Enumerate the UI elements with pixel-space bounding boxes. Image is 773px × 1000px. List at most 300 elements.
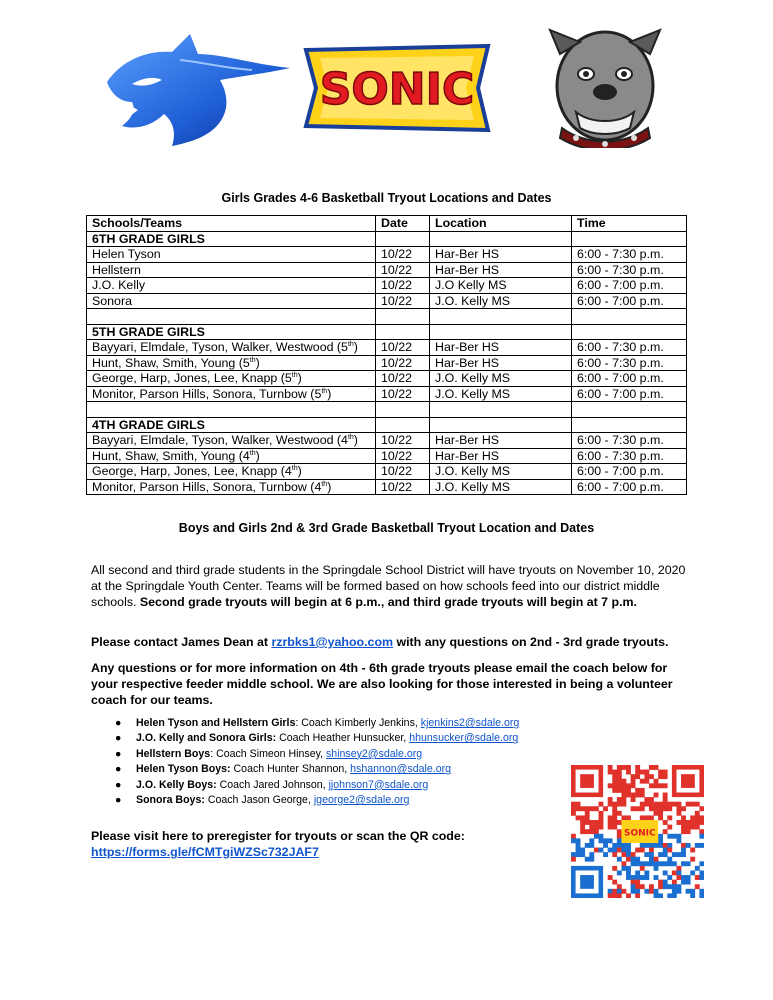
qr-module xyxy=(663,793,668,798)
qr-module xyxy=(626,843,631,848)
qr-module xyxy=(686,843,691,848)
qr-module xyxy=(576,852,581,857)
qr-module xyxy=(621,889,626,894)
qr-module xyxy=(654,875,659,880)
qr-module xyxy=(654,802,659,807)
list-item xyxy=(110,762,570,777)
qr-module xyxy=(681,861,686,866)
qr-module xyxy=(663,880,668,885)
qr-module xyxy=(649,843,654,848)
qr-module xyxy=(599,802,604,807)
qr-module xyxy=(635,806,640,811)
list-item xyxy=(110,716,570,731)
qr-module xyxy=(612,848,617,853)
ordinal-suffix: th xyxy=(249,449,256,457)
team-name: Hunt, Shaw, Smith, Young (5 xyxy=(92,355,250,370)
qr-module xyxy=(649,806,654,811)
qr-module xyxy=(631,889,636,894)
time-cell: 6:00 - 7:30 p.m. xyxy=(572,247,687,263)
qr-module xyxy=(589,820,594,825)
qr-module xyxy=(612,852,617,857)
qr-module xyxy=(589,857,594,862)
qr-module xyxy=(695,802,700,807)
qr-module xyxy=(681,852,686,857)
qr-module xyxy=(635,793,640,798)
qr-module xyxy=(580,815,585,820)
qr-module xyxy=(690,802,695,807)
qr-module xyxy=(631,875,636,880)
closing-paren: ) xyxy=(353,433,358,447)
qr-module xyxy=(585,857,590,862)
qr-module xyxy=(663,852,668,857)
qr-module xyxy=(640,843,645,848)
qr-module xyxy=(681,829,686,834)
qr-module xyxy=(686,889,691,894)
qr-module xyxy=(654,793,659,798)
qr-module xyxy=(617,788,622,793)
bullet-icon: ● xyxy=(115,763,122,776)
qr-module xyxy=(658,884,663,889)
qr-module xyxy=(576,806,581,811)
qr-module xyxy=(681,875,686,880)
qr-module xyxy=(612,866,617,871)
qr-finder-core xyxy=(580,875,594,889)
qr-module xyxy=(649,815,654,820)
coach-name: Coach Jared Johnson, xyxy=(219,778,329,791)
qr-module xyxy=(626,770,631,775)
empty-cell xyxy=(430,324,572,340)
col-header-time: Time xyxy=(572,216,687,232)
qr-module xyxy=(686,880,691,885)
ordinal-suffix: th xyxy=(291,464,298,472)
qr-module xyxy=(654,889,659,894)
date-cell: 10/22 xyxy=(376,371,430,387)
qr-module xyxy=(621,788,626,793)
qr-module xyxy=(608,825,613,830)
qr-module xyxy=(686,802,691,807)
qr-module xyxy=(621,843,626,848)
qr-module xyxy=(658,815,663,820)
qr-module xyxy=(631,880,636,885)
qr-module xyxy=(631,779,636,784)
qr-module xyxy=(631,797,636,802)
qr-module xyxy=(635,870,640,875)
ordinal-suffix: th xyxy=(347,433,354,441)
qr-module xyxy=(617,834,622,839)
qr-module xyxy=(571,811,576,816)
qr-module xyxy=(571,838,576,843)
time-cell: 6:00 - 7:00 p.m. xyxy=(572,278,687,294)
table-row xyxy=(87,448,687,464)
empty-cell xyxy=(87,309,376,325)
qr-module xyxy=(658,802,663,807)
list-item xyxy=(110,731,570,746)
qr-module xyxy=(599,848,604,853)
qr-module xyxy=(644,889,649,894)
qr-module xyxy=(608,889,613,894)
ordinal-suffix: th xyxy=(321,480,328,488)
qr-module xyxy=(663,802,668,807)
qr-module xyxy=(667,875,672,880)
separator: : xyxy=(210,747,217,760)
qr-module xyxy=(663,861,668,866)
qr-module xyxy=(612,788,617,793)
table-row xyxy=(87,293,687,309)
qr-module xyxy=(690,815,695,820)
qr-module xyxy=(676,811,681,816)
qr-module xyxy=(699,861,704,866)
qr-module xyxy=(617,779,622,784)
qr-module xyxy=(649,884,654,889)
qr-module xyxy=(658,770,663,775)
qr-module xyxy=(649,857,654,862)
qr-module xyxy=(663,870,668,875)
qr-module xyxy=(635,765,640,770)
empty-cell xyxy=(376,231,430,247)
qr-module xyxy=(699,806,704,811)
qr-module xyxy=(580,829,585,834)
qr-module xyxy=(658,783,663,788)
qr-module xyxy=(585,820,590,825)
qr-module xyxy=(649,765,654,770)
qr-module xyxy=(635,848,640,853)
qr-module xyxy=(658,811,663,816)
preregister-link[interactable]: https://forms.gle/fCMTgiWZSc732JAF7 xyxy=(91,845,319,859)
qr-module xyxy=(571,802,576,807)
qr-module xyxy=(676,884,681,889)
team-cell xyxy=(87,247,376,263)
qr-module xyxy=(617,838,622,843)
qr-module xyxy=(658,852,663,857)
qr-module xyxy=(617,848,622,853)
grade-heading-row xyxy=(87,231,687,247)
qr-module xyxy=(681,880,686,885)
qr-module xyxy=(640,802,645,807)
girls-tryout-title: Girls Grades 4-6 Basketball Tryout Locations and Dates xyxy=(221,191,552,205)
closing-paren: ) xyxy=(327,386,332,401)
qr-module xyxy=(667,806,672,811)
qr-module xyxy=(594,829,599,834)
qr-module xyxy=(676,802,681,807)
spacer-row xyxy=(87,402,687,418)
qr-module xyxy=(589,838,594,843)
qr-module xyxy=(640,815,645,820)
contact-paragraph xyxy=(91,634,691,650)
time-cell: 6:00 - 7:30 p.m. xyxy=(572,262,687,278)
qr-module xyxy=(585,829,590,834)
qr-module xyxy=(589,829,594,834)
qr-module xyxy=(663,806,668,811)
empty-cell xyxy=(572,231,687,247)
location-cell: J.O. Kelly MS xyxy=(430,479,572,495)
time-cell: 6:00 - 7:00 p.m. xyxy=(572,386,687,402)
qr-code[interactable] xyxy=(571,765,704,898)
qr-module xyxy=(635,861,640,866)
table-row xyxy=(87,433,687,449)
table-row xyxy=(87,386,687,402)
list-item xyxy=(110,747,570,762)
qr-module xyxy=(644,770,649,775)
qr-module xyxy=(640,866,645,871)
coach-email-link[interactable]: jgeorge2@sdale.org xyxy=(313,794,410,807)
ordinal-suffix: th xyxy=(347,340,354,348)
team-name: Bayyari, Elmdale, Tyson, Walker, Westwood (4 xyxy=(92,433,348,447)
date-cell: 10/22 xyxy=(376,340,430,356)
ordinal-suffix: th xyxy=(321,387,328,395)
qr-module xyxy=(626,866,631,871)
qr-module xyxy=(658,893,663,898)
team-name: Hunt, Shaw, Smith, Young (4 xyxy=(92,448,250,463)
qr-module xyxy=(576,848,581,853)
qr-module xyxy=(617,797,622,802)
time-cell: 6:00 - 7:00 p.m. xyxy=(572,293,687,309)
location-cell: J.O. Kelly MS xyxy=(430,371,572,387)
qr-module xyxy=(571,852,576,857)
qr-module xyxy=(676,820,681,825)
qr-module xyxy=(672,889,677,894)
coach-email-link[interactable]: shinsey2@sdale.org xyxy=(326,747,423,760)
qr-module xyxy=(621,866,626,871)
empty-cell xyxy=(572,324,687,340)
qr-module xyxy=(608,797,613,802)
grade-heading: 6TH GRADE GIRLS xyxy=(87,231,376,247)
qr-module xyxy=(626,848,631,853)
qr-module xyxy=(676,866,681,871)
qr-module xyxy=(585,811,590,816)
qr-module xyxy=(617,802,622,807)
contact-email-link[interactable]: rzrbks1@yahoo.com xyxy=(271,635,394,649)
location-cell: J.O. Kelly MS xyxy=(430,386,572,402)
qr-module xyxy=(603,852,608,857)
col-header-location: Location xyxy=(430,216,572,232)
empty-cell xyxy=(430,309,572,325)
qr-module xyxy=(626,793,631,798)
qr-module xyxy=(612,802,617,807)
list-item xyxy=(110,793,570,808)
qr-module xyxy=(654,779,659,784)
qr-module xyxy=(654,893,659,898)
qr-module xyxy=(571,806,576,811)
qr-module xyxy=(672,861,677,866)
coach-email-link[interactable]: hhunsucker@sdale.org xyxy=(409,732,519,745)
time-cell: 6:00 - 7:30 p.m. xyxy=(572,433,687,449)
qr-module xyxy=(663,783,668,788)
qr-module xyxy=(686,861,691,866)
qr-module xyxy=(617,843,622,848)
qr-module xyxy=(608,802,613,807)
qr-module xyxy=(676,852,681,857)
col-header-date: Date xyxy=(376,216,430,232)
qr-module xyxy=(686,875,691,880)
date-cell: 10/22 xyxy=(376,262,430,278)
qr-module xyxy=(608,783,613,788)
empty-cell xyxy=(572,402,687,418)
qr-module xyxy=(589,843,594,848)
qr-module xyxy=(676,870,681,875)
table-row xyxy=(87,355,687,371)
col-header-teams: Schools/Teams xyxy=(87,216,376,232)
qr-module xyxy=(576,815,581,820)
team-name: Helen Tyson xyxy=(92,247,161,261)
qr-module xyxy=(617,870,622,875)
qr-module xyxy=(663,843,668,848)
qr-module xyxy=(658,843,663,848)
qr-module xyxy=(617,770,622,775)
qr-module xyxy=(672,834,677,839)
qr-module xyxy=(631,806,636,811)
tryout-table xyxy=(86,215,687,495)
qr-module xyxy=(608,838,613,843)
qr-module xyxy=(658,806,663,811)
date-cell: 10/22 xyxy=(376,293,430,309)
team-cell xyxy=(87,479,376,495)
qr-module xyxy=(667,825,672,830)
qr-module xyxy=(644,779,649,784)
qr-module xyxy=(635,857,640,862)
team-cell xyxy=(87,278,376,294)
coach-group: Helen Tyson Boys: xyxy=(136,763,231,776)
qr-module xyxy=(621,852,626,857)
qr-module xyxy=(612,820,617,825)
qr-module xyxy=(585,815,590,820)
qr-module xyxy=(621,802,626,807)
qr-module xyxy=(690,893,695,898)
qr-module xyxy=(699,834,704,839)
closing-paren: ) xyxy=(255,448,260,463)
date-cell: 10/22 xyxy=(376,464,430,480)
qr-module xyxy=(608,848,613,853)
empty-cell xyxy=(376,309,430,325)
contact-suffix: with any questions on 2nd - 3rd grade tryouts. xyxy=(393,635,669,649)
team-cell xyxy=(87,464,376,480)
location-cell: J.O. Kelly MS xyxy=(430,464,572,480)
qr-module xyxy=(612,880,617,885)
qr-module xyxy=(626,852,631,857)
team-name: Hellstern xyxy=(92,262,141,277)
qr-module xyxy=(635,875,640,880)
coach-name: Coach Hunter Shannon, xyxy=(233,763,351,776)
qr-module xyxy=(667,884,672,889)
qr-module xyxy=(695,825,700,830)
qr-module xyxy=(654,861,659,866)
qr-module xyxy=(631,852,636,857)
qr-module xyxy=(612,783,617,788)
qr-module xyxy=(621,861,626,866)
coach-email-link[interactable]: jjohnson7@sdale.org xyxy=(328,778,429,791)
team-name: Monitor, Parson Hills, Sonora, Turnbow (4 xyxy=(92,479,322,494)
location-cell: Har-Ber HS xyxy=(430,247,572,263)
qr-module xyxy=(612,815,617,820)
qr-module xyxy=(626,783,631,788)
qr-module xyxy=(695,811,700,816)
qr-module xyxy=(640,884,645,889)
qr-module xyxy=(585,806,590,811)
bulldog-logo xyxy=(546,24,664,148)
grade-heading: 5TH GRADE GIRLS xyxy=(87,324,376,340)
empty-cell xyxy=(376,417,430,433)
coach-email-link[interactable]: kjenkins2@sdale.org xyxy=(420,717,520,729)
time-cell: 6:00 - 7:30 p.m. xyxy=(572,448,687,464)
location-cell: Har-Ber HS xyxy=(430,262,572,278)
coach-group: J.O. Kelly Boys: xyxy=(136,778,217,791)
grade-heading-row xyxy=(87,417,687,433)
qr-module xyxy=(699,843,704,848)
closing-paren: ) xyxy=(353,340,358,354)
qr-module xyxy=(654,857,659,862)
qr-module xyxy=(644,852,649,857)
location-cell: Har-Ber HS xyxy=(430,340,572,356)
qr-module xyxy=(695,843,700,848)
table-body xyxy=(87,231,687,495)
qr-module xyxy=(686,829,691,834)
time-cell: 6:00 - 7:30 p.m. xyxy=(572,340,687,356)
qr-module xyxy=(635,774,640,779)
qr-module xyxy=(617,811,622,816)
team-name: George, Harp, Jones, Lee, Knapp (5 xyxy=(92,371,292,385)
qr-module xyxy=(589,825,594,830)
qr-module xyxy=(580,848,585,853)
date-cell: 10/22 xyxy=(376,278,430,294)
qr-module xyxy=(599,838,604,843)
team-name: Monitor, Parson Hills, Sonora, Turnbow (5 xyxy=(92,386,322,401)
qr-module xyxy=(649,783,654,788)
qr-module xyxy=(640,861,645,866)
qr-module xyxy=(667,848,672,853)
qr-module xyxy=(603,806,608,811)
qr-module xyxy=(686,825,691,830)
coach-group: J.O. Kelly and Sonora Girls: xyxy=(136,732,277,745)
ordinal-suffix: th xyxy=(291,371,298,379)
logo-banner xyxy=(0,22,773,152)
qr-module xyxy=(631,774,636,779)
team-name: George, Harp, Jones, Lee, Knapp (4 xyxy=(92,464,292,478)
qr-module xyxy=(612,770,617,775)
table-row xyxy=(87,278,687,294)
qr-module xyxy=(571,834,576,839)
qr-module xyxy=(640,779,645,784)
table-row xyxy=(87,247,687,263)
qr-module xyxy=(612,779,617,784)
closing-paren: ) xyxy=(327,479,332,494)
coach-name: Coach Kimberly Jenkins, xyxy=(301,717,421,729)
qr-module xyxy=(654,806,659,811)
team-cell xyxy=(87,340,376,356)
qr-module xyxy=(599,815,604,820)
qr-module xyxy=(690,848,695,853)
qr-module xyxy=(608,820,613,825)
qr-module xyxy=(644,870,649,875)
qr-module xyxy=(695,884,700,889)
qr-module xyxy=(644,802,649,807)
qr-module xyxy=(644,861,649,866)
qr-module xyxy=(631,793,636,798)
team-cell xyxy=(87,293,376,309)
coach-email-link[interactable]: hshannon@sdale.org xyxy=(350,763,452,776)
qr-module xyxy=(695,815,700,820)
qr-module xyxy=(626,875,631,880)
preregister-text: Please visit here to preregister for tryouts or scan the QR code: xyxy=(91,829,465,843)
empty-cell xyxy=(430,417,572,433)
table-row xyxy=(87,479,687,495)
qr-module xyxy=(612,811,617,816)
qr-module xyxy=(626,765,631,770)
qr-module xyxy=(621,765,626,770)
qr-module xyxy=(649,848,654,853)
qr-module xyxy=(626,788,631,793)
qr-module xyxy=(676,806,681,811)
qr-module xyxy=(635,889,640,894)
grade-heading-row xyxy=(87,324,687,340)
